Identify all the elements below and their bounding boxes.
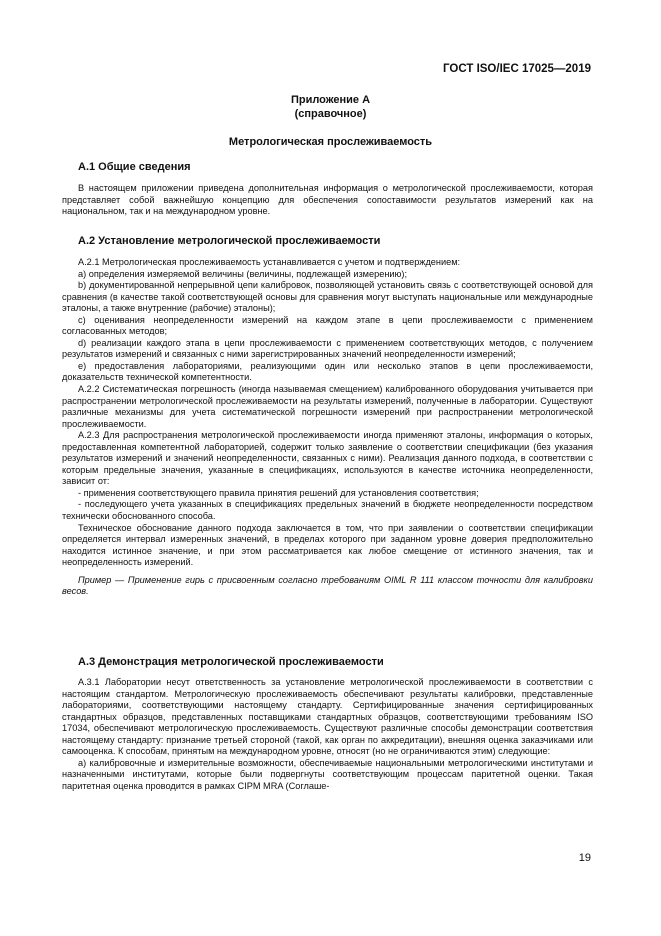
list-item: c) оценивания неопределенности измерений на каждом этапе в цепи прослеживаемости с применением согласованных методов; (62, 314, 593, 337)
section-a2-body (62, 257, 593, 598)
section-a1-title: А.1 Общие сведения (78, 161, 191, 173)
paragraph: А.2.1 Метрологическая прослеживаемость устанавливается с учетом и подтверждением: (78, 257, 461, 267)
standard-header: ГОСТ ISO/IEC 17025—2019 (443, 63, 591, 75)
list-item: d) реализации каждого этапа в цепи прослеживаемости с применением соответствующих методов, с получением результатов измерений и связанных с ними зарегистрированных значений неопределенности измерений; (62, 337, 593, 360)
appendix-title: Приложение А (290, 94, 371, 106)
section-a3-body (62, 677, 593, 792)
appendix-subtitle: (справочное) (294, 108, 367, 120)
section-a1-body (62, 183, 593, 218)
paragraph: А.2.2 Систематическая погрешность (иногда называемая смещением) калиброванного оборудования учитывается при распространении метрологической прослеживаемости на результаты измерений, полученные в лаборатории. Существуют различные механизмы для учета систематической погрешности измерений при распространении метрологической прослеживаемости. (62, 384, 593, 429)
paragraph: В настоящем приложении приведена дополнительная информация о метрологической прослеживаемости, которая представляет собой важнейшую концепцию для обеспечения сопоставимости результатов измерений как на национальном, так и на международном уровне. (62, 183, 593, 217)
appendix-heading: Метрологическая прослеживаемость (228, 136, 433, 148)
example-note: Пример — Применение гирь с присвоенным согласно требованиям OIML R 111 классом точности для калибровки весов. (62, 574, 593, 597)
paragraph: А.2.3 Для распространения метрологической прослеживаемости иногда применяют эталоны, информация о которых, предоставленная компетентной лабораторией, содержит только заявление о соответствии спецификации (без указания результатов измерений и значений неопределенности, связанных с ними). Реализация данного подхода, в соответствии с которым предельные значения, указанные в спецификациях, используются в качестве источника неопределенности, зависит от: (62, 430, 593, 487)
list-item: - применения соответствующего правила принятия решений для установления соответствия; (78, 487, 479, 498)
page-number: 19 (578, 852, 591, 864)
paragraph: А.3.1 Лаборатории несут ответственность за установление метрологической прослеживаемости в соответствии с настоящим стандартом. Метрологическую прослеживаемость обеспечивают результаты калибровки, представленные лабораториями, соответствующими настоящему стандарту. Сертифицированные значения сертифицированных стандартных образцов, представленных поставщиками стандартных образцов, соответствующими требованиям ISO 17034, обеспечивают метрологическую прослеживаемость. Существуют различные способы демонстрации соответствия настоящему стандарту: признание третьей стороной (такой, как орган по аккредитации), внешняя оценка заказчиками или самооценка. К способам, принятым на международном уровне, относят (но не ограничиваются этим) следующие: (62, 677, 593, 757)
section-a3-title: А.3 Демонстрация метрологической прослеживаемости (78, 656, 384, 668)
paragraph: Техническое обоснование данного подхода заключается в том, что при заявлении о соответствии спецификации определяется интервал измеренных значений, в пределах которого при заданном уровне доверия предположительно находится истинное значение, и при этом рассматривается как любое смещение от истинного значения, так и неопределенность измерений. (62, 522, 593, 568)
list-item: b) документированной непрерывной цепи калибровок, позволяющей установить связь с соответствующей основой для сравнения (в качестве такой соответствующей основы для сравнения могут выступать национальные или международные эталоны, а также внутренние (рабочие) эталоны); (62, 280, 593, 314)
list-item: а) калибровочные и измерительные возможности, обеспечиваемые национальными метрологическими институтами и назначенными институтами, которые были подвергнуты соответствующим процессам паритетной оценки. Такая паритетная оценка проводится в рамках CIPM MRA (Соглаше- (62, 757, 593, 791)
section-a2-title: А.2 Установление метрологической прослеживаемости (78, 235, 381, 247)
list-item: e) предоставления лабораториями, реализующими один или несколько этапов в цепи прослеживаемости, доказательств технической компетентности. (62, 360, 593, 383)
list-item: a) определения измеряемой величины (величины, подлежащей измерению); (78, 268, 408, 279)
list-item: - последующего учета указанных в спецификациях предельных значений в бюджете неопределенности посредством технически обоснованного способа. (62, 499, 593, 522)
